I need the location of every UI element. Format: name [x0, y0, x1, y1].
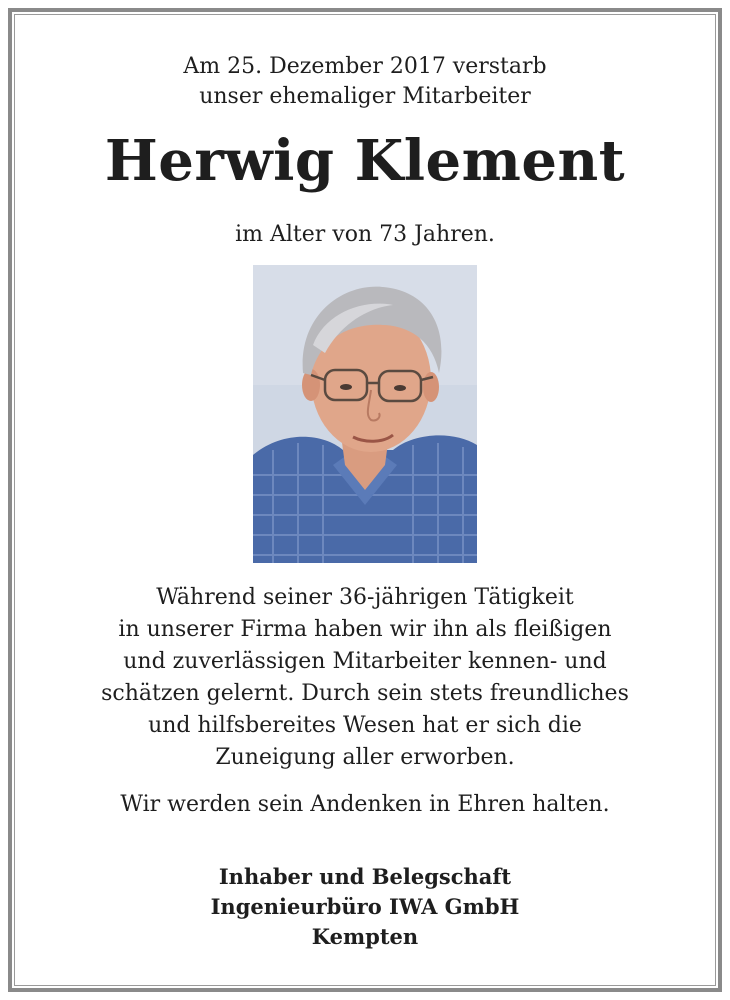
signature-line-3: Kempten: [311, 924, 419, 949]
body-line-4: schätzen gelernt. Durch sein stets freundliches: [101, 681, 629, 706]
signature-line-2: Ingenieurbüro IWA GmbH: [210, 894, 520, 919]
body-line-1: Während seiner 36-jährigen Tätigkeit: [156, 585, 574, 610]
body-line-6: Zuneigung aller erworben.: [215, 745, 515, 770]
intro-line-2: unser ehemaliger Mitarbeiter: [199, 84, 531, 109]
age-line: im Alter von 73 Jahren.: [235, 222, 495, 247]
body-line-2: in unserer Firma haben wir ihn als fleißigen: [118, 617, 612, 642]
deceased-name: Herwig Klement: [104, 128, 626, 194]
body-line-3: und zuverlässigen Mitarbeiter kennen- und: [123, 649, 607, 674]
intro-line-1: Am 25. Dezember 2017 verstarb: [183, 54, 547, 79]
portrait-photo: [253, 265, 477, 563]
body-line-5: und hilfsbereites Wesen hat er sich die: [148, 713, 582, 738]
signature-line-1: Inhaber und Belegschaft: [218, 864, 512, 889]
closing-line: Wir werden sein Andenken in Ehren halten.: [120, 792, 610, 817]
